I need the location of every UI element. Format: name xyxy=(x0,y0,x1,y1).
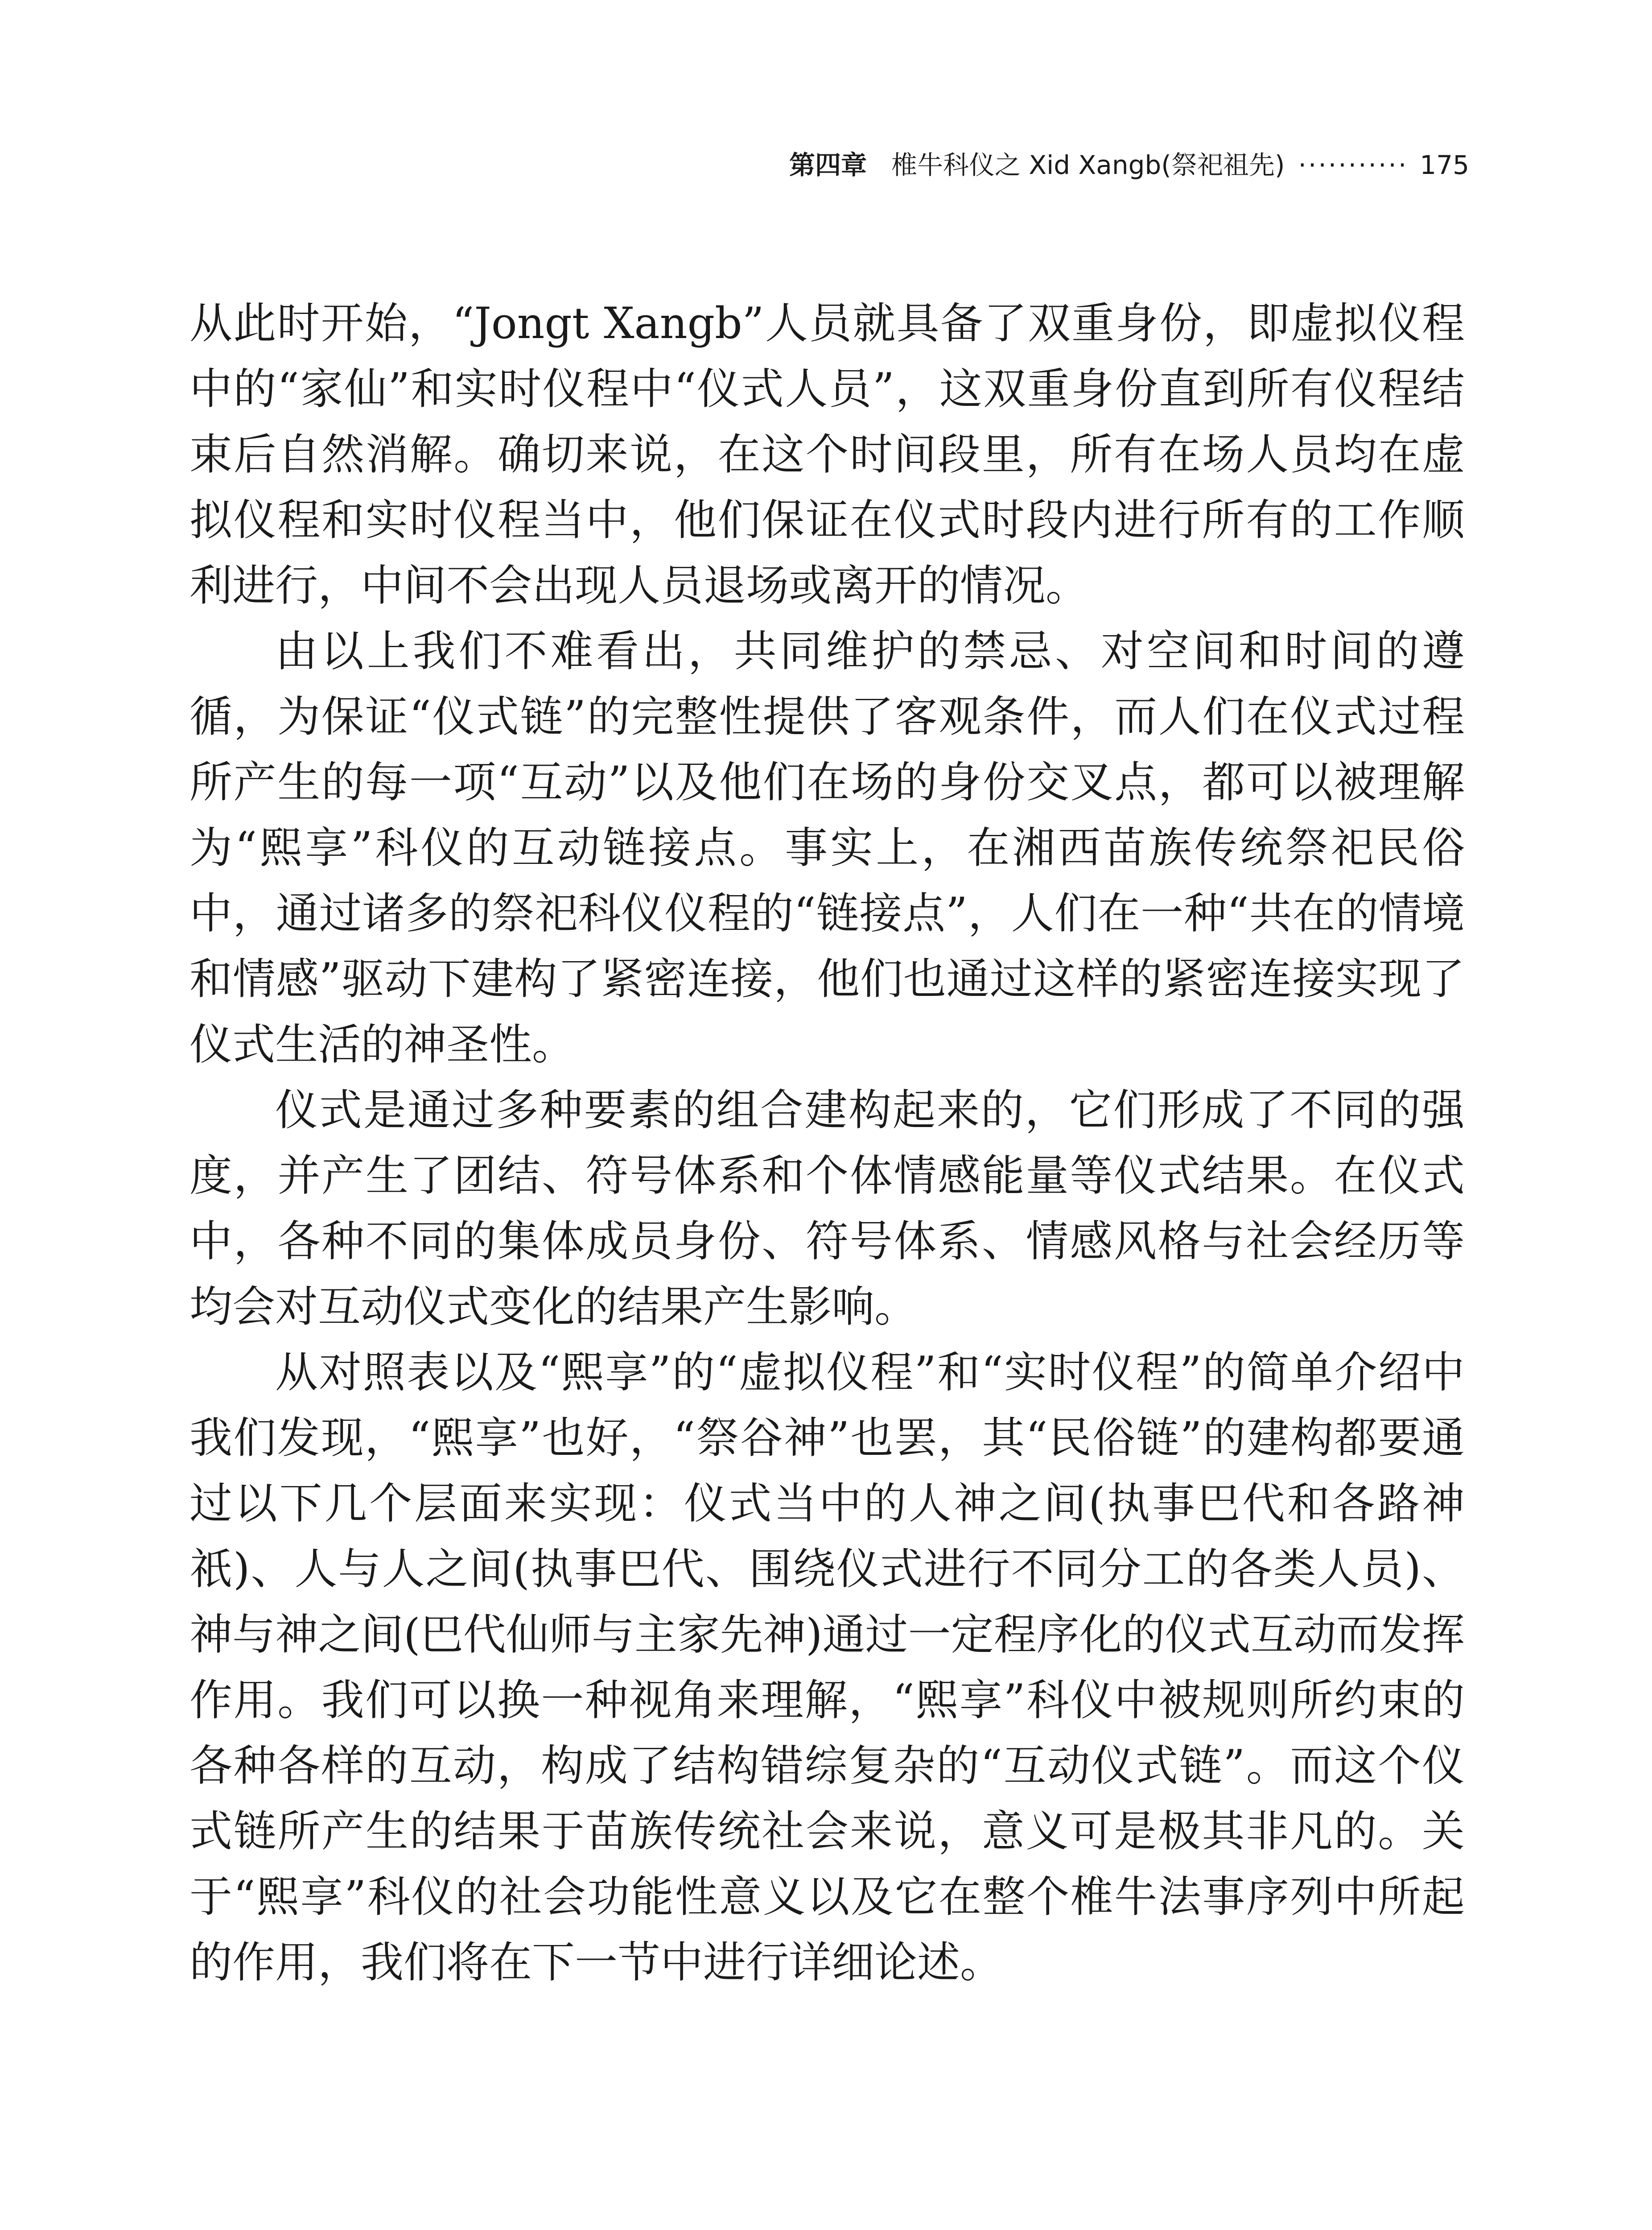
paragraph-3: 仪式是通过多种要素的组合建构起来的，它们形成了不同的强度，并产生了团结、符号体系和个体情感能量等仪式结果。在仪式中，各种不同的集体成员身份、符号体系、情感风格与社会经历等均会对互动仪式变化的结果产生影响。 xyxy=(190,1085,1465,1332)
paragraph-2: 由以上我们不难看出，共同维护的禁忌、对空间和时间的遵循，为保证“仪式链”的完整性提供了客观条件，而人们在仪式过程所产生的每一项“互动”以及他们在场的身份交叉点，都可以被理解为“熙享”科仪的互动链接点。事实上，在湘西苗族传统祭祀民俗中，通过诸多的祭祀科仪仪程的“链接点”，人们在一种“共在的情境和情感”驱动下建构了紧密连接，他们也通过这样的紧密连接实现了仪式生活的神圣性。 xyxy=(190,626,1465,1070)
page-number: 175 xyxy=(1420,150,1469,180)
paragraph-1: 从此时开始，“Jongt Xangb”人员就具备了双重身份，即虚拟仪程中的“家仙”和实时仪程中“仪式人员”，这双重身份直到所有仪程结束后自然消解。确切来说，在这个时间段里，所有在场人员均在虚拟仪程和实时仪程当中，他们保证在仪式时段内进行所有的工作顺利进行，中间不会出现人员退场或离开的情况。 xyxy=(190,298,1465,611)
body-text xyxy=(190,291,1465,1995)
chapter-title: 椎牛科仪之 Xid Xangb(祭祀祖先) xyxy=(891,150,1285,180)
leader-dots: ··········· xyxy=(1298,150,1409,180)
running-header xyxy=(789,147,1469,183)
chapter-label: 第四章 xyxy=(789,150,867,180)
paragraph-4: 从对照表以及“熙享”的“虚拟仪程”和“实时仪程”的简单介绍中我们发现，“熙享”也好，“祭谷神”也罢，其“民俗链”的建构都要通过以下几个层面来实现：仪式当中的人神之间(执事巴代和各路神祇)、人与人之间(执事巴代、围绕仪式进行不同分工的各类人员)、神与神之间(巴代仙师与主家先神)通过一定程序化的仪式互动而发挥作用。我们可以换一种视角来理解，“熙享”科仪中被规则所约束的各种各样的互动，构成了结构错综复杂的“互动仪式链”。而这个仪式链所产生的结果于苗族传统社会来说，意义可是极其非凡的。关于“熙享”科仪的社会功能性意义以及它在整个椎牛法事序列中所起的作用，我们将在下一节中进行详细论述。 xyxy=(190,1347,1465,1987)
